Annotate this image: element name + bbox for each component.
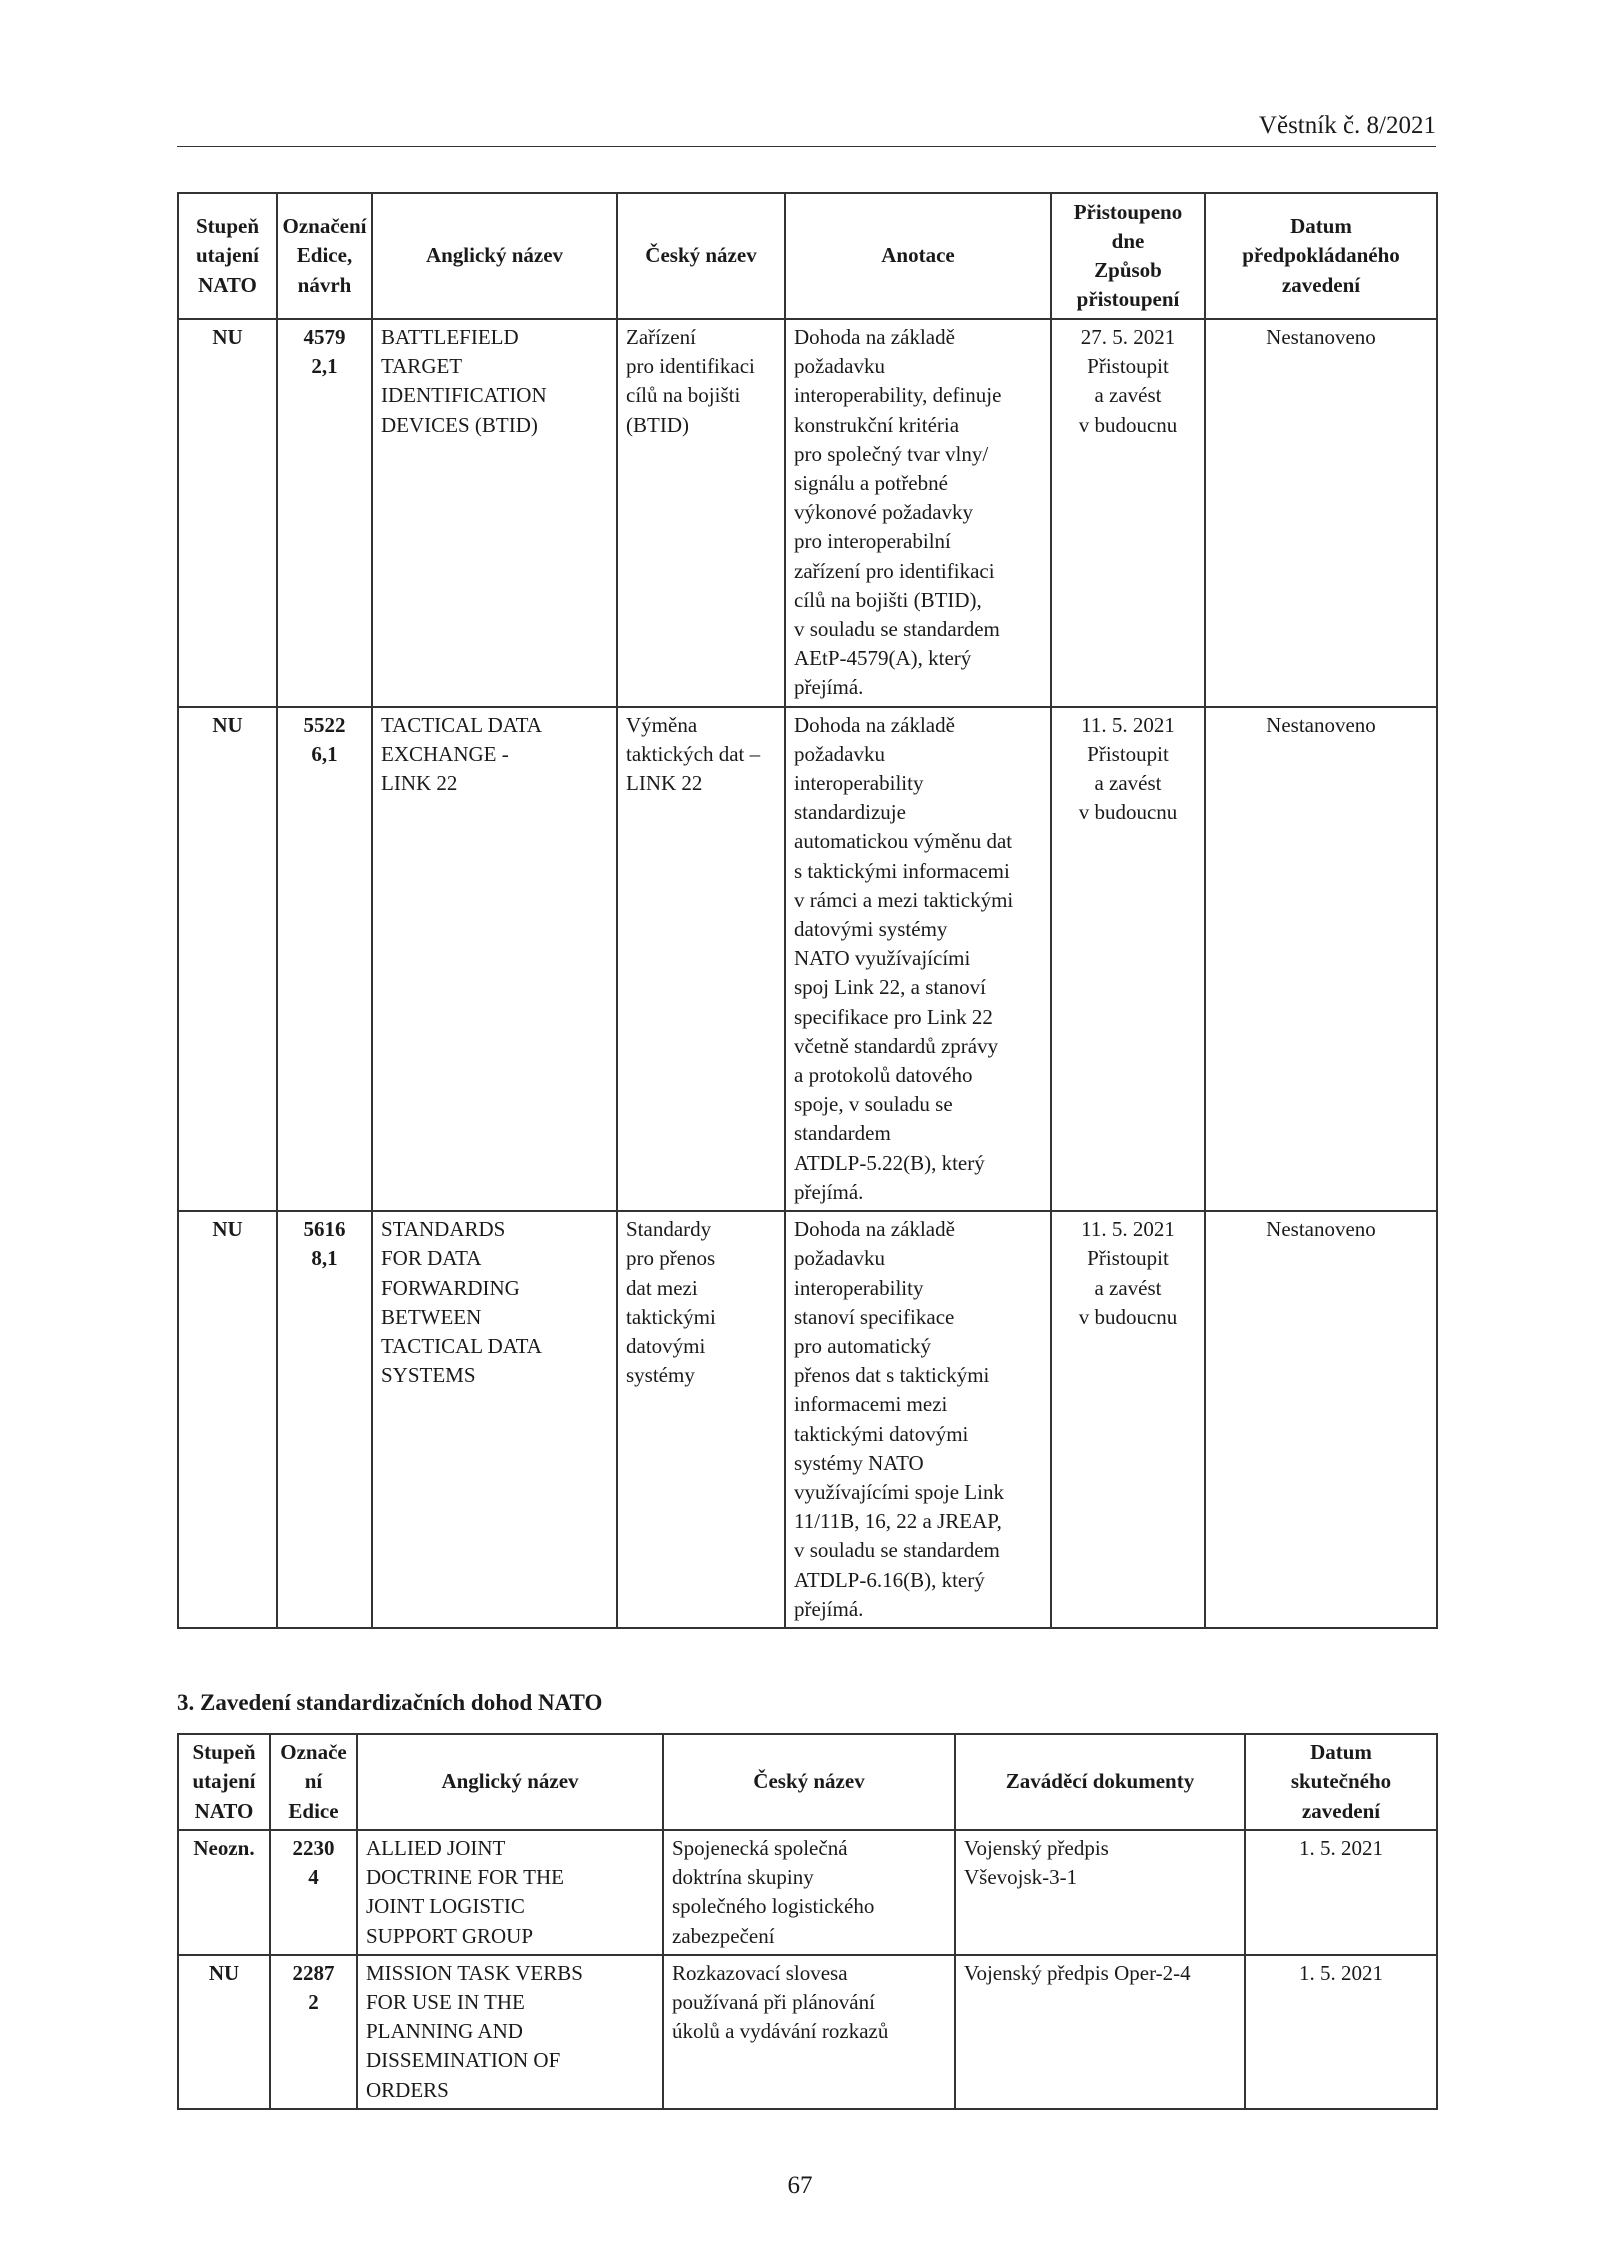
czech-title-cell: Standardy pro přenos dat mezi taktickými datovými systémy xyxy=(617,1211,785,1628)
designation-cell: 4579 2,1 xyxy=(277,319,372,707)
col-header-czech-title: Český název xyxy=(663,1734,955,1830)
col-header-english-title: Anglický název xyxy=(372,193,617,319)
col-header-designation: Označení Edice xyxy=(270,1734,357,1830)
accession-cell: 11. 5. 2021 Přistoupit a zavést v budoucnu xyxy=(1051,1211,1205,1628)
col-header-classification: Stupeň utajení NATO xyxy=(178,1734,270,1830)
table-row xyxy=(178,319,1437,707)
page-number: 67 xyxy=(787,2172,813,2199)
col-header-accession: Přistoupeno dne Způsob přistoupení xyxy=(1051,193,1205,319)
designation-cell: 5616 8,1 xyxy=(277,1211,372,1628)
col-header-expected-date: Datum předpokládaného zavedení xyxy=(1205,193,1437,319)
col-header-classification: Stupeň utajení NATO xyxy=(178,193,277,319)
czech-title-cell: Výměna taktických dat – LINK 22 xyxy=(617,707,785,1211)
english-title-cell: TACTICAL DATA EXCHANGE - LINK 22 xyxy=(372,707,617,1211)
actual-date-cell: 1. 5. 2021 xyxy=(1245,1955,1437,2109)
col-header-actual-date: Datum skutečného zavedení xyxy=(1245,1734,1437,1830)
accession-cell: 27. 5. 2021 Přistoupit a zavést v budoucnu xyxy=(1051,319,1205,707)
english-title-cell: BATTLEFIELD TARGET IDENTIFICATION DEVICES (BTID) xyxy=(372,319,617,707)
col-header-annotation: Anotace xyxy=(785,193,1051,319)
czech-title-cell: Zařízení pro identifikaci cílů na bojišti (BTID) xyxy=(617,319,785,707)
accession-table xyxy=(177,192,1438,1629)
implementation-table xyxy=(177,1733,1438,2110)
designation-cell: 5522 6,1 xyxy=(277,707,372,1211)
classification-cell: NU xyxy=(178,1211,277,1628)
header-divider xyxy=(177,146,1436,147)
table-header-row xyxy=(178,193,1437,319)
designation-cell: 2230 4 xyxy=(270,1830,357,1955)
designation-cell: 2287 2 xyxy=(270,1955,357,2109)
czech-title-cell: Rozkazovací slovesa používaná při plánování úkolů a vydávání rozkazů xyxy=(663,1955,955,2109)
table-header-row xyxy=(178,1734,1437,1830)
english-title-cell: STANDARDS FOR DATA FORWARDING BETWEEN TACTICAL DATA SYSTEMS xyxy=(372,1211,617,1628)
expected-date-cell: Nestanoveno xyxy=(1205,1211,1437,1628)
classification-cell: NU xyxy=(178,707,277,1211)
annotation-cell: Dohoda na základě požadavku interoperability standardizuje automatickou výměnu dat s taktickými informacemi v rámci a mezi taktickými datovými systémy NATO využívajícími spoj Link 22, a stanoví specifikace pro Link 22 včetně standardů zprávy a protokolů datového spoje, v souladu se standardem ATDLP-5.22(B), který přejímá. xyxy=(785,707,1051,1211)
czech-title-cell: Spojenecká společná doktrína skupiny společného logistického zabezpečení xyxy=(663,1830,955,1955)
col-header-implementing-documents: Zaváděcí dokumenty xyxy=(955,1734,1245,1830)
actual-date-cell: 1. 5. 2021 xyxy=(1245,1830,1437,1955)
classification-cell: NU xyxy=(178,1955,270,2109)
expected-date-cell: Nestanoveno xyxy=(1205,319,1437,707)
english-title-cell: MISSION TASK VERBS FOR USE IN THE PLANNING AND DISSEMINATION OF ORDERS xyxy=(357,1955,663,2109)
expected-date-cell: Nestanoveno xyxy=(1205,707,1437,1211)
implementing-documents-cell: Vojenský předpis Oper-2-4 xyxy=(955,1955,1245,2109)
english-title-cell: ALLIED JOINT DOCTRINE FOR THE JOINT LOGISTIC SUPPORT GROUP xyxy=(357,1830,663,1955)
section-heading: 3. Zavedení standardizačních dohod NATO xyxy=(177,1690,603,1715)
col-header-czech-title: Český název xyxy=(617,193,785,319)
implementing-documents-cell: Vojenský předpis Vševojsk-3-1 xyxy=(955,1830,1245,1955)
classification-cell: NU xyxy=(178,319,277,707)
col-header-english-title: Anglický název xyxy=(357,1734,663,1830)
annotation-cell: Dohoda na základě požadavku interoperability, definuje konstrukční kritéria pro společný tvar vlny/ signálu a potřebné výkonové požadavky pro interoperabilní zařízení pro identifikaci cílů na bojišti (BTID), v souladu se standardem AEtP-4579(A), který přejímá. xyxy=(785,319,1051,707)
table-row xyxy=(178,1211,1437,1628)
classification-cell: Neozn. xyxy=(178,1830,270,1955)
col-header-designation: Označení Edice, návrh xyxy=(277,193,372,319)
table-row xyxy=(178,1830,1437,1955)
table-row xyxy=(178,707,1437,1211)
annotation-cell: Dohoda na základě požadavku interoperability stanoví specifikace pro automatický přenos dat s taktickými informacemi mezi taktickými datovými systémy NATO využívajícími spoje Link 11/11B, 16, 22 a JREAP, v souladu se standardem ATDLP-6.16(B), který přejímá. xyxy=(785,1211,1051,1628)
publication-header: Věstník č. 8/2021 xyxy=(1258,112,1436,139)
accession-cell: 11. 5. 2021 Přistoupit a zavést v budoucnu xyxy=(1051,707,1205,1211)
table-row xyxy=(178,1955,1437,2109)
